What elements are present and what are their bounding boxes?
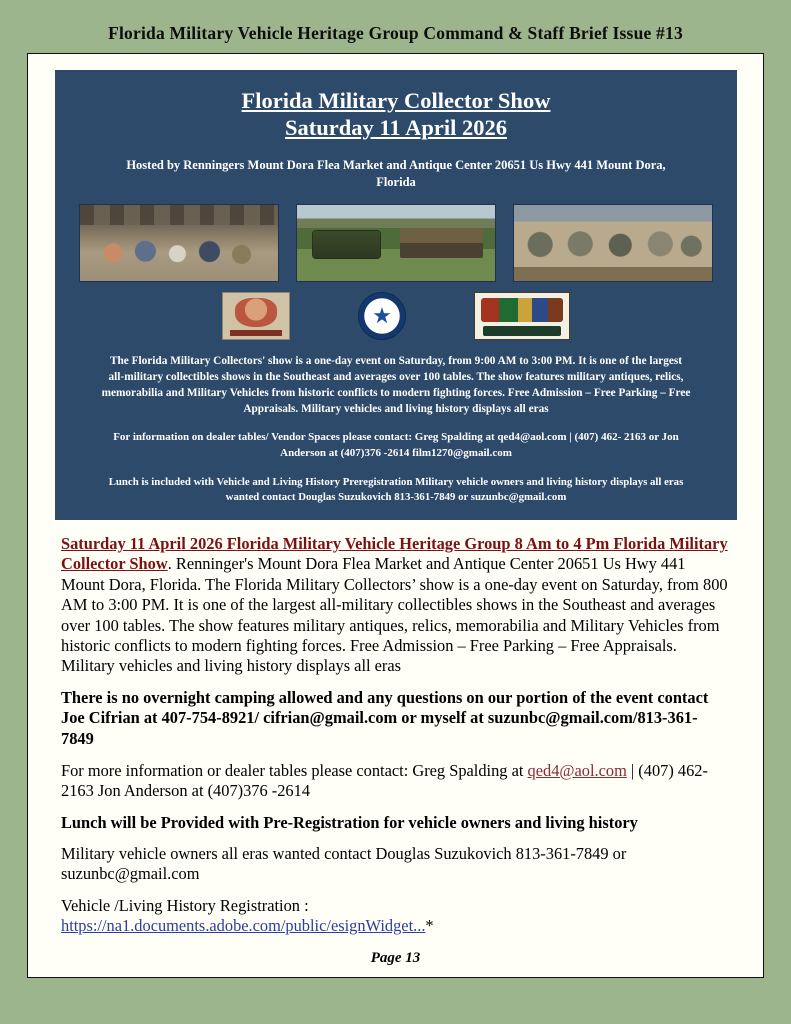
- event-flyer: [55, 70, 737, 520]
- event-headline-link[interactable]: Saturday 11 April 2026 Florida Military Vehicle Heritage Group 8 Am to 4 Pm Florida Military Collector Show: [61, 534, 728, 574]
- registration-suffix: *: [425, 916, 434, 936]
- flyer-photo-row: [79, 204, 713, 282]
- dealer-email-link[interactable]: qed4@aol.com: [527, 761, 627, 781]
- camping-paragraph: There is no overnight camping allowed and any questions on our portion of the event contact Joe Cifrian at 407-754-8921/ cifrian@gmail.com or myself at suzunbc@gmail.com/813-361-7849: [61, 687, 709, 749]
- flyer-title-line2: Saturday 11 April 2026: [285, 114, 507, 140]
- flyer-lunch-note: Lunch is included with Vehicle and Living History Preregistration Military vehicle owners and living history displays all eras wanted contact Douglas Suzukovich 813-361-7849 or suzunbc@gmail.com: [108, 475, 684, 504]
- florida-military-vehicle-heritage-group-logo: [474, 292, 570, 340]
- flyer-description: The Florida Military Collectors' show is a one-day event on Saturday, from 9:00 AM to 3:00 PM. It is one of the largest all-military collectibles shows in the Southeast and averages over 100 tables. The show features military antiques, relics, memorabilia and Military Vehicles from historic conflicts to modern fighting forces. Free Admission – Free Parking – Free Appraisals. Military vehicles and living history displays all eras: [101, 354, 691, 415]
- flyer-dealer-contact: For information on dealer tables/ Vendor Spaces please contact: Greg Spalding at qed4@aol.com | (407) 462- 2163 or Jon Anderson at (407)376 -2614 film1270@gmail.com: [113, 430, 679, 459]
- vehicle-owners-paragraph: Military vehicle owners all eras wanted contact Douglas Suzukovich 813-361-7849 or suzunbc@gmail.com: [61, 844, 627, 884]
- vintage-poster-logo: [222, 292, 290, 340]
- dealer-contact-paragraph: [61, 761, 730, 802]
- registration-url-link[interactable]: https://na1.documents.adobe.com/public/esignWidget...: [61, 916, 426, 936]
- page-footer: Page 13: [370, 950, 421, 966]
- flyer-logo-row: [79, 292, 713, 340]
- page-title: Florida Military Vehicle Heritage Group Command & Staff Brief Issue #13: [108, 23, 683, 43]
- lead-paragraph: [61, 534, 730, 676]
- flyer-host-line: Hosted by Renningers Mount Dora Flea Market and Antique Center 20651 Us Hwy 441 Mount Dora, Florida: [126, 158, 666, 189]
- registration-paragraph: [61, 896, 730, 937]
- lead-paragraph-text: . Renninger's Mount Dora Flea Market and Antique Center 20651 Us Hwy 441 Mount Dora, Florida. The Florida Military Collectors’ show is a one-day event on Saturday, from 800 AM to 3:00 PM. It is one of the largest all-military collectibles shows in the Southeast and averages over 100 tables. The show features military antiques, relics, memorabilia and Military Vehicles from historic conflicts to modern fighting forces. Free Admission – Free Parking – Free Appraisals. Military vehicles and living history displays all eras: [61, 554, 728, 676]
- flyer-title: [79, 88, 713, 141]
- lunch-paragraph: Lunch will be Provided with Pre-Registration for vehicle owners and living history: [61, 812, 638, 832]
- helmets-relics-table-photo: [513, 204, 713, 282]
- content-frame: [27, 53, 764, 978]
- military-vehicles-field-photo: [296, 204, 496, 282]
- dealer-contact-suffix: | (407) 462-2163 Jon Anderson at (407)376 -2614: [61, 761, 708, 801]
- florida-military-collector-show-star-logo: [358, 292, 406, 340]
- dealer-contact-prefix: For more information or dealer tables please contact: Greg Spalding at: [61, 761, 528, 781]
- flyer-title-line1: Florida Military Collector Show: [241, 88, 551, 113]
- flea-market-vendors-photo: [79, 204, 279, 282]
- registration-label: Vehicle /Living History Registration :: [61, 895, 309, 915]
- article-body: [55, 534, 736, 936]
